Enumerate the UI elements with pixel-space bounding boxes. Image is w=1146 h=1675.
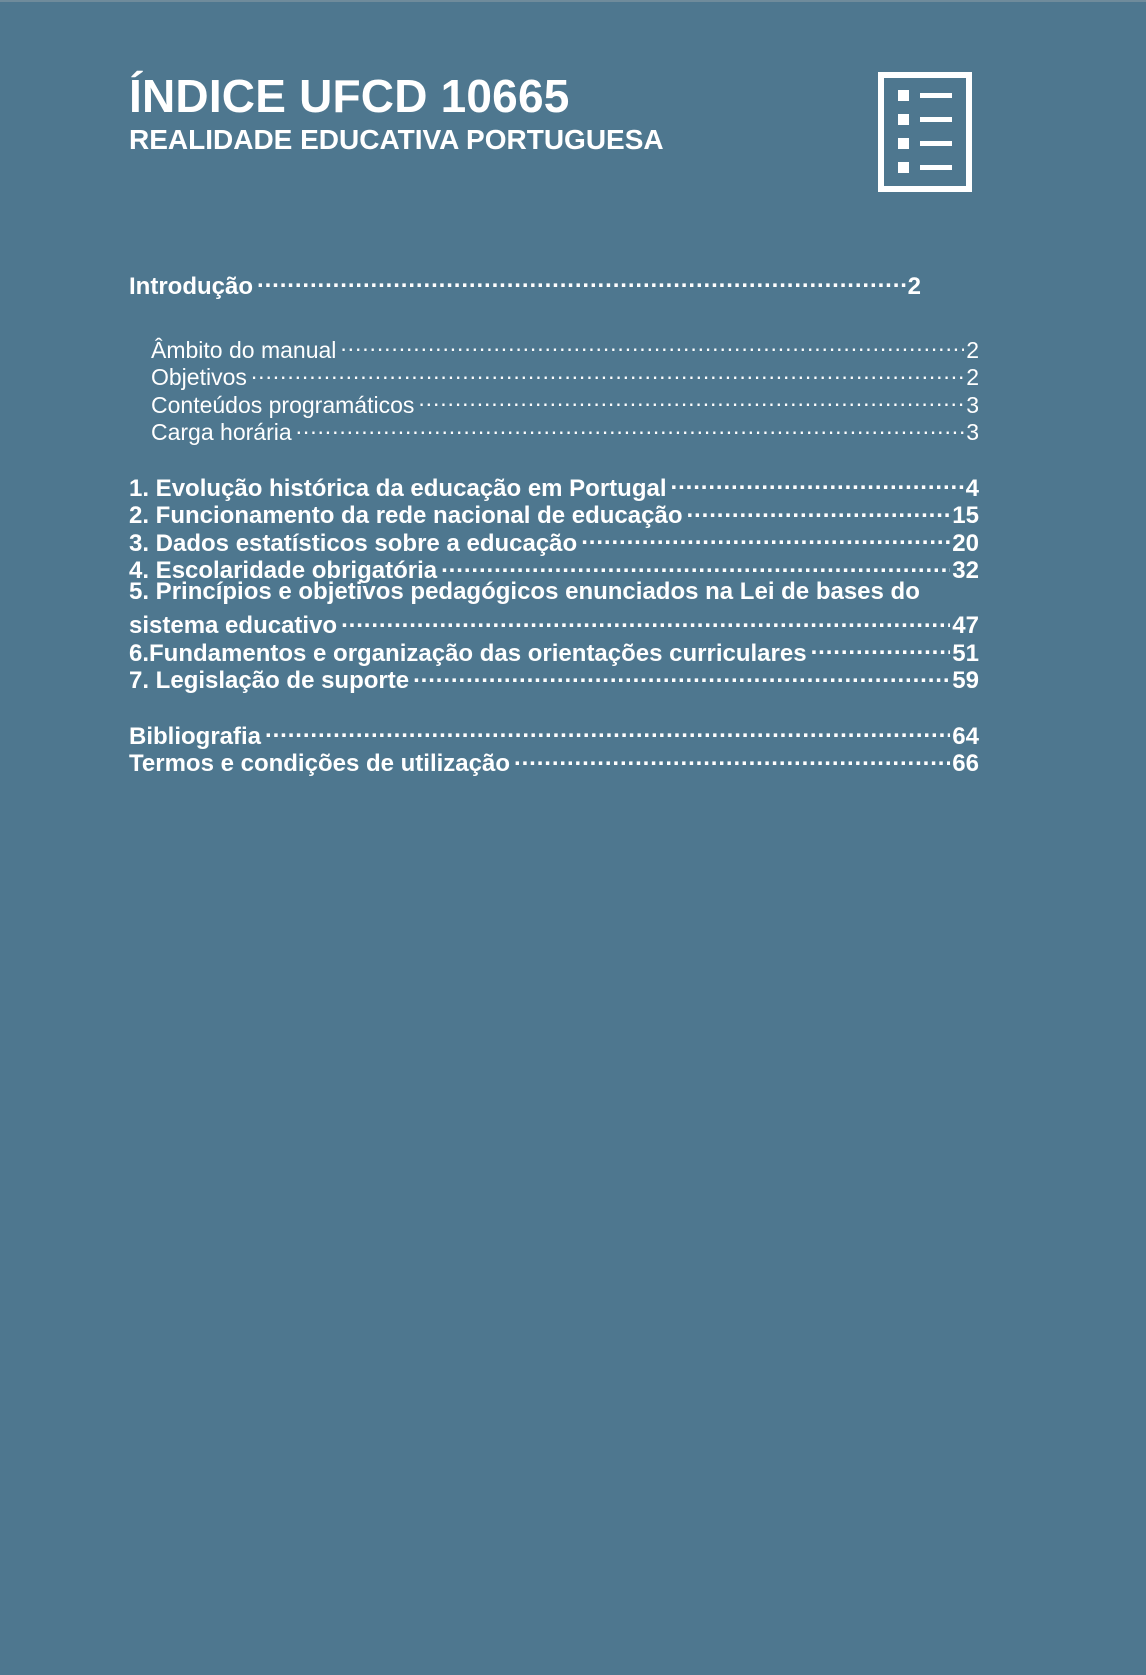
toc-entry-page: 2 bbox=[966, 336, 979, 363]
toc-entry-label: 7. Legislação de suporte bbox=[129, 667, 410, 694]
toc-entry[interactable] bbox=[129, 716, 979, 750]
dot-leader bbox=[811, 633, 951, 661]
toc-entry-page: 64 bbox=[952, 722, 979, 750]
page-subtitle: REALIDADE EDUCATIVA PORTUGUESA bbox=[129, 124, 664, 155]
dot-leader bbox=[581, 523, 950, 551]
toc-entry-page: 51 bbox=[952, 639, 979, 667]
toc-entry[interactable] bbox=[129, 606, 979, 639]
toc-entry-label: Introdução bbox=[129, 272, 253, 300]
toc-sub-items bbox=[151, 330, 979, 445]
toc-entry-label: sistema educativo bbox=[129, 612, 338, 639]
toc-entry[interactable] bbox=[129, 468, 979, 502]
dot-leader bbox=[413, 661, 950, 689]
dot-leader bbox=[340, 330, 964, 358]
toc-chapters bbox=[129, 468, 979, 694]
toc-entry-label: Bibliografia bbox=[129, 722, 262, 750]
toc-entry-label: Carga horária bbox=[151, 419, 292, 445]
toc-entry[interactable] bbox=[151, 330, 979, 363]
dot-leader bbox=[441, 551, 950, 579]
toc-entry-label: 3. Dados estatísticos sobre a educação bbox=[129, 529, 578, 557]
toc-entry-label: Conteúdos programáticos bbox=[151, 391, 415, 418]
toc-entry-page: 3 bbox=[966, 391, 979, 418]
top-rule bbox=[0, 0, 1146, 2]
list-icon bbox=[878, 72, 972, 192]
toc-entry-label: 4. Escolaridade obrigatória bbox=[129, 557, 438, 584]
dot-leader bbox=[257, 266, 906, 294]
toc-entry-page: 59 bbox=[952, 667, 979, 694]
dot-leader bbox=[265, 716, 950, 744]
dot-leader bbox=[686, 496, 950, 524]
toc-entry-label: Termos e condições de utilização bbox=[129, 750, 510, 777]
toc-entry[interactable] bbox=[129, 266, 921, 300]
dot-leader bbox=[251, 358, 964, 386]
dot-leader bbox=[514, 744, 950, 772]
toc-entry-page: 2 bbox=[907, 272, 921, 300]
toc-entry-page: 47 bbox=[952, 612, 979, 639]
toc-entry-label: Âmbito do manual bbox=[151, 336, 337, 363]
dot-leader bbox=[671, 468, 964, 496]
dot-leader bbox=[341, 606, 950, 634]
toc-entry-page: 15 bbox=[952, 502, 979, 529]
toc-entry-page: 4 bbox=[965, 474, 979, 502]
toc-entry-label: Objetivos bbox=[151, 364, 247, 390]
toc-entry-label: 1. Evolução histórica da educação em Portugal bbox=[129, 474, 667, 502]
toc-entry-page: 66 bbox=[952, 750, 979, 777]
toc-entry-page: 20 bbox=[952, 529, 979, 557]
toc-entry-label-line1[interactable]: 5. Princípios e objetivos pedagógicos enunciados na Lei de bases do bbox=[129, 578, 920, 605]
page-title: ÍNDICE UFCD 10665 bbox=[129, 70, 570, 122]
toc-end-items bbox=[129, 716, 979, 777]
toc-entry[interactable] bbox=[151, 358, 979, 390]
toc-entry-page: 3 bbox=[966, 419, 979, 445]
toc-intro bbox=[129, 266, 921, 300]
toc-entry-label: 6.Fundamentos e organização das orientações curriculares bbox=[129, 639, 807, 667]
dot-leader bbox=[418, 385, 964, 413]
toc-entry-page: 32 bbox=[952, 557, 979, 584]
toc-entry-label: 2. Funcionamento da rede nacional de educação bbox=[129, 502, 683, 529]
toc-entry-page: 2 bbox=[966, 364, 979, 390]
toc-entry[interactable] bbox=[151, 385, 979, 418]
dot-leader bbox=[296, 413, 965, 441]
